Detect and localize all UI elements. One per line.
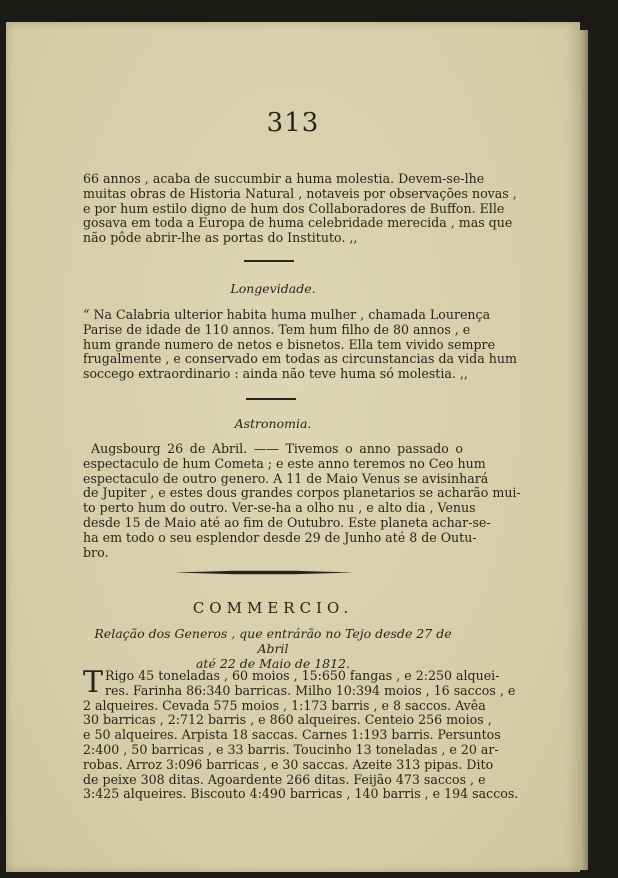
astronomia-line: espectaculo de outro genero. A 11 de Maio Venus se avisinhará — [83, 470, 489, 486]
astronomia-line: bro. — [83, 544, 109, 560]
commercio-line: 3:425 alqueires. Biscouto 4:490 barricas , 140 barris , e 194 saccos. — [83, 786, 519, 802]
intro-line: e por hum estilo digno de hum dos Collaboradores de Buffon. Elle — [83, 200, 505, 216]
commercio-line: Rigo 45 toneladas , 60 moios , 15:650 fangas , e 2:250 alquei- — [105, 668, 500, 683]
section-divider — [244, 260, 294, 262]
astronomia-line: ha em todo o seu esplendor desde 29 de Junho até 8 de Outu- — [83, 529, 477, 545]
drop-cap: T — [83, 665, 104, 700]
longevidade-paragraph — [83, 307, 517, 382]
section-title-longevidade: Longevidade. — [230, 281, 316, 296]
longevidade-line: frugalmente , e conservado em todas as circunstancias da vida hum — [83, 351, 517, 367]
commercio-subtitle-line: até 22 de Maio de 1812. — [195, 656, 350, 671]
commercio-line: 2:400 , 50 barricas , e 33 barris. Toucinho 13 toneladas , e 20 ar- — [83, 741, 499, 757]
astronomia-line: to perto hum do outro. Ver-se-ha a olho nu , e alto dia , Venus — [83, 500, 476, 516]
intro-line: 66 annos , acaba de succumbir a huma molestia. Devem-se-lhe — [83, 171, 485, 186]
astronomia-line: de Jupiter , e estes dous grandes corpos planetarios se acharão mui- — [83, 485, 521, 501]
commercio-line: de peixe 308 ditas. Agoardente 266 ditas. Feijão 473 saccos , e — [83, 771, 486, 787]
document-page — [6, 22, 580, 872]
section-title-astronomia: Astronomia. — [234, 416, 312, 431]
commercio-line: res. Farinha 86:340 barricas. Milho 10:394 moios , 16 saccos , e — [105, 682, 516, 698]
astronomia-line: desde 15 de Maio até ao fim de Outubro. Este planeta achar-se- — [83, 514, 491, 530]
ornamental-rule — [174, 570, 354, 575]
commercio-line: robas. Arroz 3:096 barricas , e 30 saccas. Azeite 313 pipas. Dito — [83, 756, 494, 772]
section-title-commercio: COMMERCIO. — [192, 599, 354, 617]
commercio-subtitle — [83, 626, 463, 671]
commercio-line: e 50 alqueires. Arpista 18 saccas. Carnes 1:193 barris. Persuntos — [83, 727, 501, 743]
astronomia-line: Augsbourg 26 de Abril. —— Tivemos o anno passado o — [91, 441, 463, 456]
page-number: 313 — [266, 108, 320, 138]
commercio-paragraph — [83, 665, 519, 802]
intro-line: não pôde abrir-lhe as portas do Instituto. ,, — [83, 230, 358, 246]
intro-line: muitas obras de Historia Natural , notaveis por observações novas , — [83, 185, 517, 201]
longevidade-line: soccego extraordinario : ainda não teve huma só molestia. ,, — [83, 366, 468, 382]
astronomia-paragraph — [83, 441, 521, 560]
astronomia-line: espectaculo de hum Cometa ; e este anno teremos no Ceo hum — [83, 455, 486, 471]
section-divider — [246, 398, 296, 400]
intro-line: gosava em toda a Europa de huma celebridade merecida , mas que — [83, 215, 513, 231]
commercio-subtitle-line: Relação dos Generos , que entrárão no Tejo desde 27 de Abril — [94, 626, 452, 656]
longevidade-line: Parise de idade de 110 annos. Tem hum filho de 80 annos , e — [83, 321, 471, 337]
commercio-line: 30 barricas , 2:712 barris , e 860 alqueires. Centeio 256 moios , — [83, 712, 492, 728]
commercio-line: 2 alqueires. Cevada 575 moios , 1:173 barris , e 8 saccos. Avêa — [83, 697, 486, 713]
longevidade-line: hum grande numero de netos e bisnetos. Ella tem vivido sempre — [83, 336, 496, 352]
intro-paragraph — [83, 171, 517, 246]
page-edge — [580, 30, 588, 870]
longevidade-line: “ Na Calabria ulterior habita huma mulher , chamada Lourença — [83, 307, 491, 322]
